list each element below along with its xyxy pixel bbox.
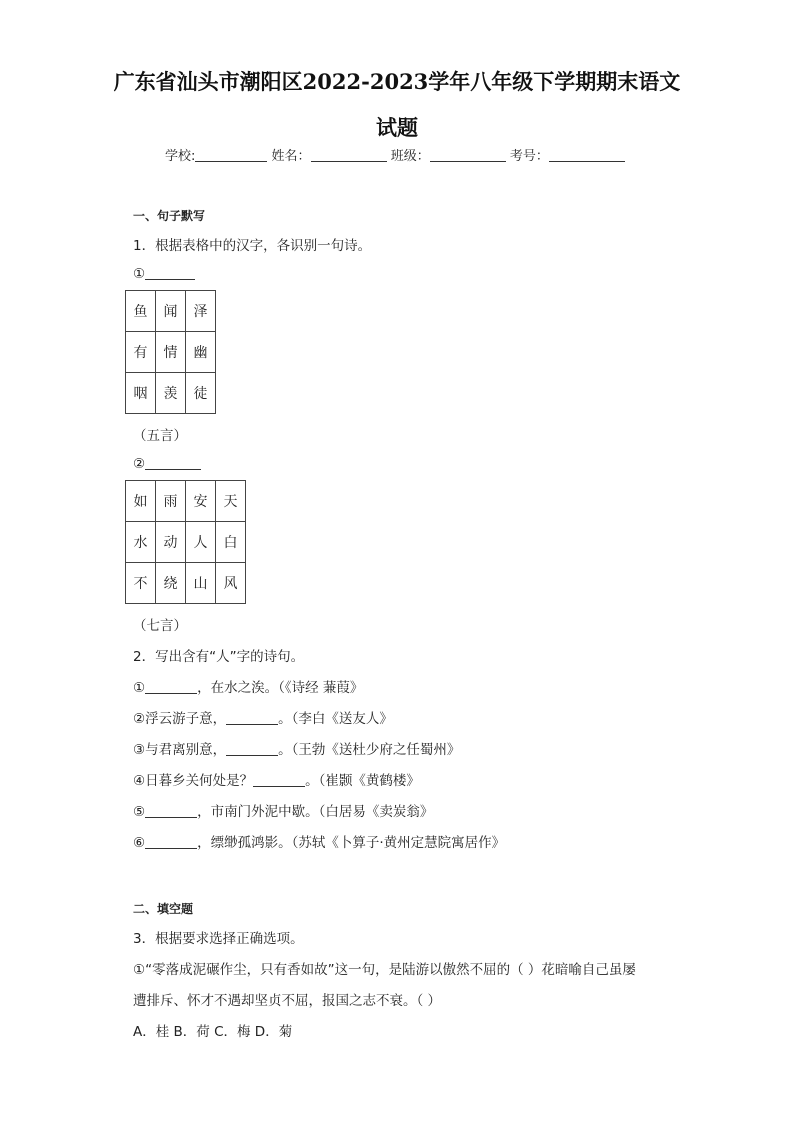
grid-cell: 泽	[186, 291, 216, 332]
answer-blank	[253, 772, 305, 787]
grid-1-note: （五言）	[133, 428, 187, 444]
q1-sub1-blank	[145, 265, 195, 280]
grid-cell: 风	[216, 563, 246, 604]
class-label: 班级：	[390, 149, 430, 164]
q2-item-text: 。（王勃《送杜少府之任蜀州》	[278, 742, 461, 758]
character-grid-1	[125, 290, 216, 414]
school-label: 学校:	[165, 149, 196, 164]
answer-blank	[226, 741, 278, 756]
exam-title-line1: 广东省汕头市潮阳区2022-2023学年八年级下学期期末语文	[113, 69, 681, 94]
answer-blank	[145, 834, 197, 849]
q1-sub2-marker: ②	[133, 456, 146, 472]
name-blank	[311, 147, 387, 162]
q2-item-text: ②浮云游子意，	[133, 711, 227, 727]
question-2-stem: 2．写出含有“人”字的诗句。	[133, 649, 305, 665]
q1-sub1-marker: ①	[133, 266, 146, 282]
q2-item-6	[133, 831, 505, 851]
grid-cell: 白	[216, 522, 246, 563]
class-blank	[430, 147, 506, 162]
q2-item-text: ③与君离别意，	[133, 742, 227, 758]
grid-cell: 幽	[186, 332, 216, 373]
answer-blank	[226, 710, 278, 725]
exam-number-blank	[549, 147, 625, 162]
grid-cell: 雨	[156, 481, 186, 522]
grid-cell: 徒	[186, 373, 216, 414]
grid-cell: 安	[186, 481, 216, 522]
question-1-stem: 1．根据表格中的汉字，各识别一句诗。	[133, 238, 372, 254]
grid-cell: 人	[186, 522, 216, 563]
q2-item-text: ①	[133, 680, 146, 696]
grid-cell: 不	[126, 563, 156, 604]
student-info-line	[165, 145, 625, 164]
question-3-stem: 3．根据要求选择正确选项。	[133, 931, 304, 947]
exam-title-line2: 试题	[376, 115, 418, 140]
q2-item-text: ，市南门外泥中歇。（白居易《卖炭翁》	[197, 804, 434, 820]
grid-cell: 有	[126, 332, 156, 373]
grid-cell: 山	[186, 563, 216, 604]
grid-cell: 天	[216, 481, 246, 522]
school-blank	[195, 147, 267, 162]
q1-sub2	[133, 455, 201, 472]
grid-2-note: （七言）	[133, 618, 187, 634]
q2-item-text: 。（李白《送友人》	[278, 711, 393, 727]
grid-cell: 鱼	[126, 291, 156, 332]
q2-item-text: ④日暮乡关何处是？	[133, 773, 254, 789]
q2-item-text: ⑤	[133, 804, 146, 820]
q1-sub2-blank	[145, 455, 201, 470]
grid-cell: 闻	[156, 291, 186, 332]
name-label: 姓名：	[271, 149, 311, 164]
question-3-line2: 遭排斥、怀才不遇却坚贞不屈，报国之志不衰。（ ）	[133, 993, 442, 1009]
exam-number-label: 考号：	[509, 149, 549, 164]
grid-cell: 情	[156, 332, 186, 373]
grid-cell: 水	[126, 522, 156, 563]
section-heading-1: 一、句子默写	[133, 209, 206, 223]
answer-blank	[145, 803, 197, 818]
grid-cell: 咽	[126, 373, 156, 414]
section-heading-2: 二、填空题	[133, 902, 194, 916]
q2-item-text: ，在水之涘。（《诗经 蒹葭》	[197, 680, 364, 696]
grid-cell: 动	[156, 522, 186, 563]
grid-cell: 如	[126, 481, 156, 522]
grid-cell: 绕	[156, 563, 186, 604]
answer-blank	[145, 679, 197, 694]
q2-item-3	[133, 738, 460, 758]
q2-item-text: ，缥缈孤鸿影。（苏轼《卜算子·黄州定慧院寓居作》	[197, 835, 506, 851]
q2-item-4	[133, 769, 420, 789]
q2-item-text: ⑥	[133, 835, 146, 851]
question-3-options: A．桂 B．荷 C．梅 D．菊	[133, 1024, 293, 1040]
grid-cell: 羡	[156, 373, 186, 414]
q2-item-text: 。（崔颢《黄鹤楼》	[305, 773, 420, 789]
q2-item-1	[133, 676, 363, 696]
question-3-line1: ①“零落成泥碾作尘，只有香如故”这一句，是陆游以傲然不屈的（ ）花暗喻自己虽屡	[133, 962, 636, 978]
q2-item-2	[133, 707, 393, 727]
q1-sub1	[133, 265, 195, 282]
character-grid-2	[125, 480, 246, 604]
q2-item-5	[133, 800, 433, 820]
